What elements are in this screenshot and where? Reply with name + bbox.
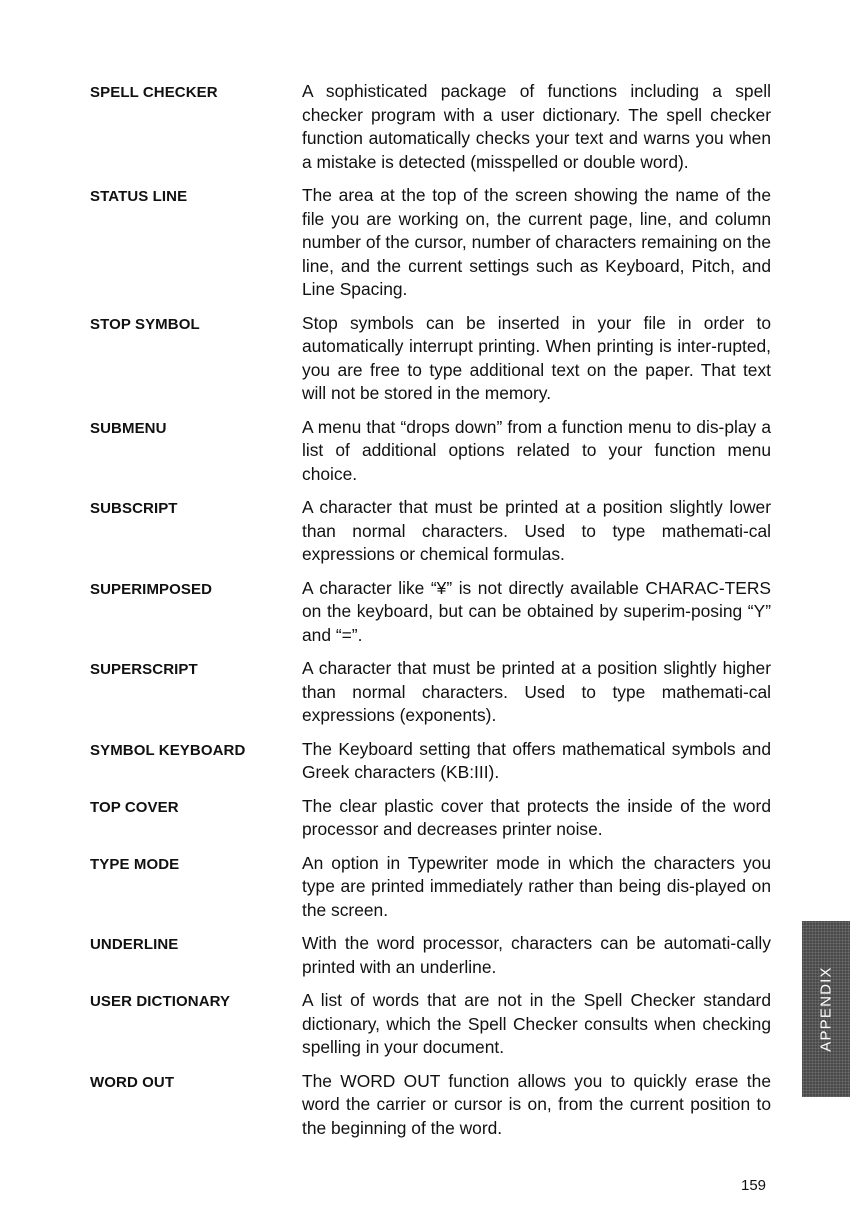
glossary-term: SUBMENU bbox=[90, 419, 167, 437]
appendix-section-tab bbox=[802, 921, 850, 1097]
glossary-definition: With the word processor, characters can be automati-cally printed with an underline. bbox=[302, 933, 771, 977]
glossary-term: SPELL CHECKER bbox=[90, 84, 218, 101]
appendix-tab-label: APPENDIX bbox=[817, 966, 835, 1052]
glossary-definition: The WORD OUT function allows you to quickly erase the word the carrier or cursor is on, from the current position to the beginning of the word. bbox=[302, 1070, 771, 1138]
glossary-term: UNDERLINE bbox=[90, 936, 179, 953]
glossary-term: WORD OUT bbox=[90, 1073, 175, 1091]
glossary-term: TYPE MODE bbox=[90, 855, 180, 873]
glossary-definition: The Keyboard setting that offers mathematical symbols and Greek characters (KB:III). bbox=[302, 738, 771, 782]
glossary-definition: A character like “¥” is not directly available CHARAC-TERS on the keyboard, but can be obtained by superim-posing “Y” and “=”. bbox=[302, 577, 771, 645]
glossary-term: SUPERIMPOSED bbox=[90, 580, 213, 598]
glossary-term: SUPERSCRIPT bbox=[90, 661, 198, 678]
glossary-term: SYMBOL KEYBOARD bbox=[90, 741, 246, 759]
glossary-definition: A character that must be printed at a position slightly lower than normal characters. Used to type mathemati-cal expressions or chemical formulas. bbox=[302, 497, 771, 564]
glossary-term: STATUS LINE bbox=[90, 188, 188, 205]
glossary-definition: A character that must be printed at a position slightly higher than normal characters. Used to type mathemati-cal expressions (exponents). bbox=[302, 658, 771, 725]
glossary-definition: The area at the top of the screen showing the name of the file you are working on, the current page, line, and column number of the cursor, number of characters remaining on the line, and the current settings such as Keyboard, Pitch, and Line Spacing. bbox=[302, 185, 771, 299]
glossary-term: USER DICTIONARY bbox=[90, 993, 231, 1010]
glossary-definition: A menu that “drops down” from a function menu to dis-play a list of additional options related to your function menu choice. bbox=[302, 416, 771, 484]
page-number: 159 bbox=[741, 1177, 767, 1194]
glossary-entry bbox=[90, 80, 780, 174]
glossary-definition: A sophisticated package of functions including a spell checker program with a user dictionary. The spell checker function automatically checks your text and warns you when a mistake is detected (misspelled or double word). bbox=[302, 81, 771, 172]
glossary-entry bbox=[90, 657, 780, 728]
glossary-entry bbox=[90, 932, 780, 979]
glossary-term: STOP SYMBOL bbox=[90, 315, 200, 333]
glossary-entry bbox=[90, 795, 780, 842]
glossary-term: TOP COVER bbox=[90, 798, 179, 816]
glossary-definition: Stop symbols can be inserted in your file in order to automatically interrupt printing. When printing is inter-rupted, you are free to type additional text on the paper. That text will not be stored in the memory. bbox=[302, 312, 771, 403]
glossary-term: SUBSCRIPT bbox=[90, 500, 178, 517]
glossary-entry bbox=[90, 852, 780, 923]
glossary-entry bbox=[90, 1070, 780, 1141]
glossary-entry bbox=[90, 312, 780, 406]
glossary-entry bbox=[90, 989, 780, 1060]
glossary-entry bbox=[90, 577, 780, 648]
glossary-definition: An option in Typewriter mode in which the characters you type are printed immediately rather than being dis-played on the screen. bbox=[302, 852, 771, 920]
glossary-definition: A list of words that are not in the Spell Checker standard dictionary, which the Spell Checker consults when checking spelling in your document. bbox=[302, 990, 771, 1057]
glossary-definition: The clear plastic cover that protects the inside of the word processor and decreases printer noise. bbox=[302, 795, 771, 839]
glossary-entry bbox=[90, 738, 780, 785]
glossary-entry bbox=[90, 496, 780, 567]
glossary-entry bbox=[90, 416, 780, 487]
glossary-entry bbox=[90, 184, 780, 302]
glossary-list bbox=[90, 80, 780, 1140]
